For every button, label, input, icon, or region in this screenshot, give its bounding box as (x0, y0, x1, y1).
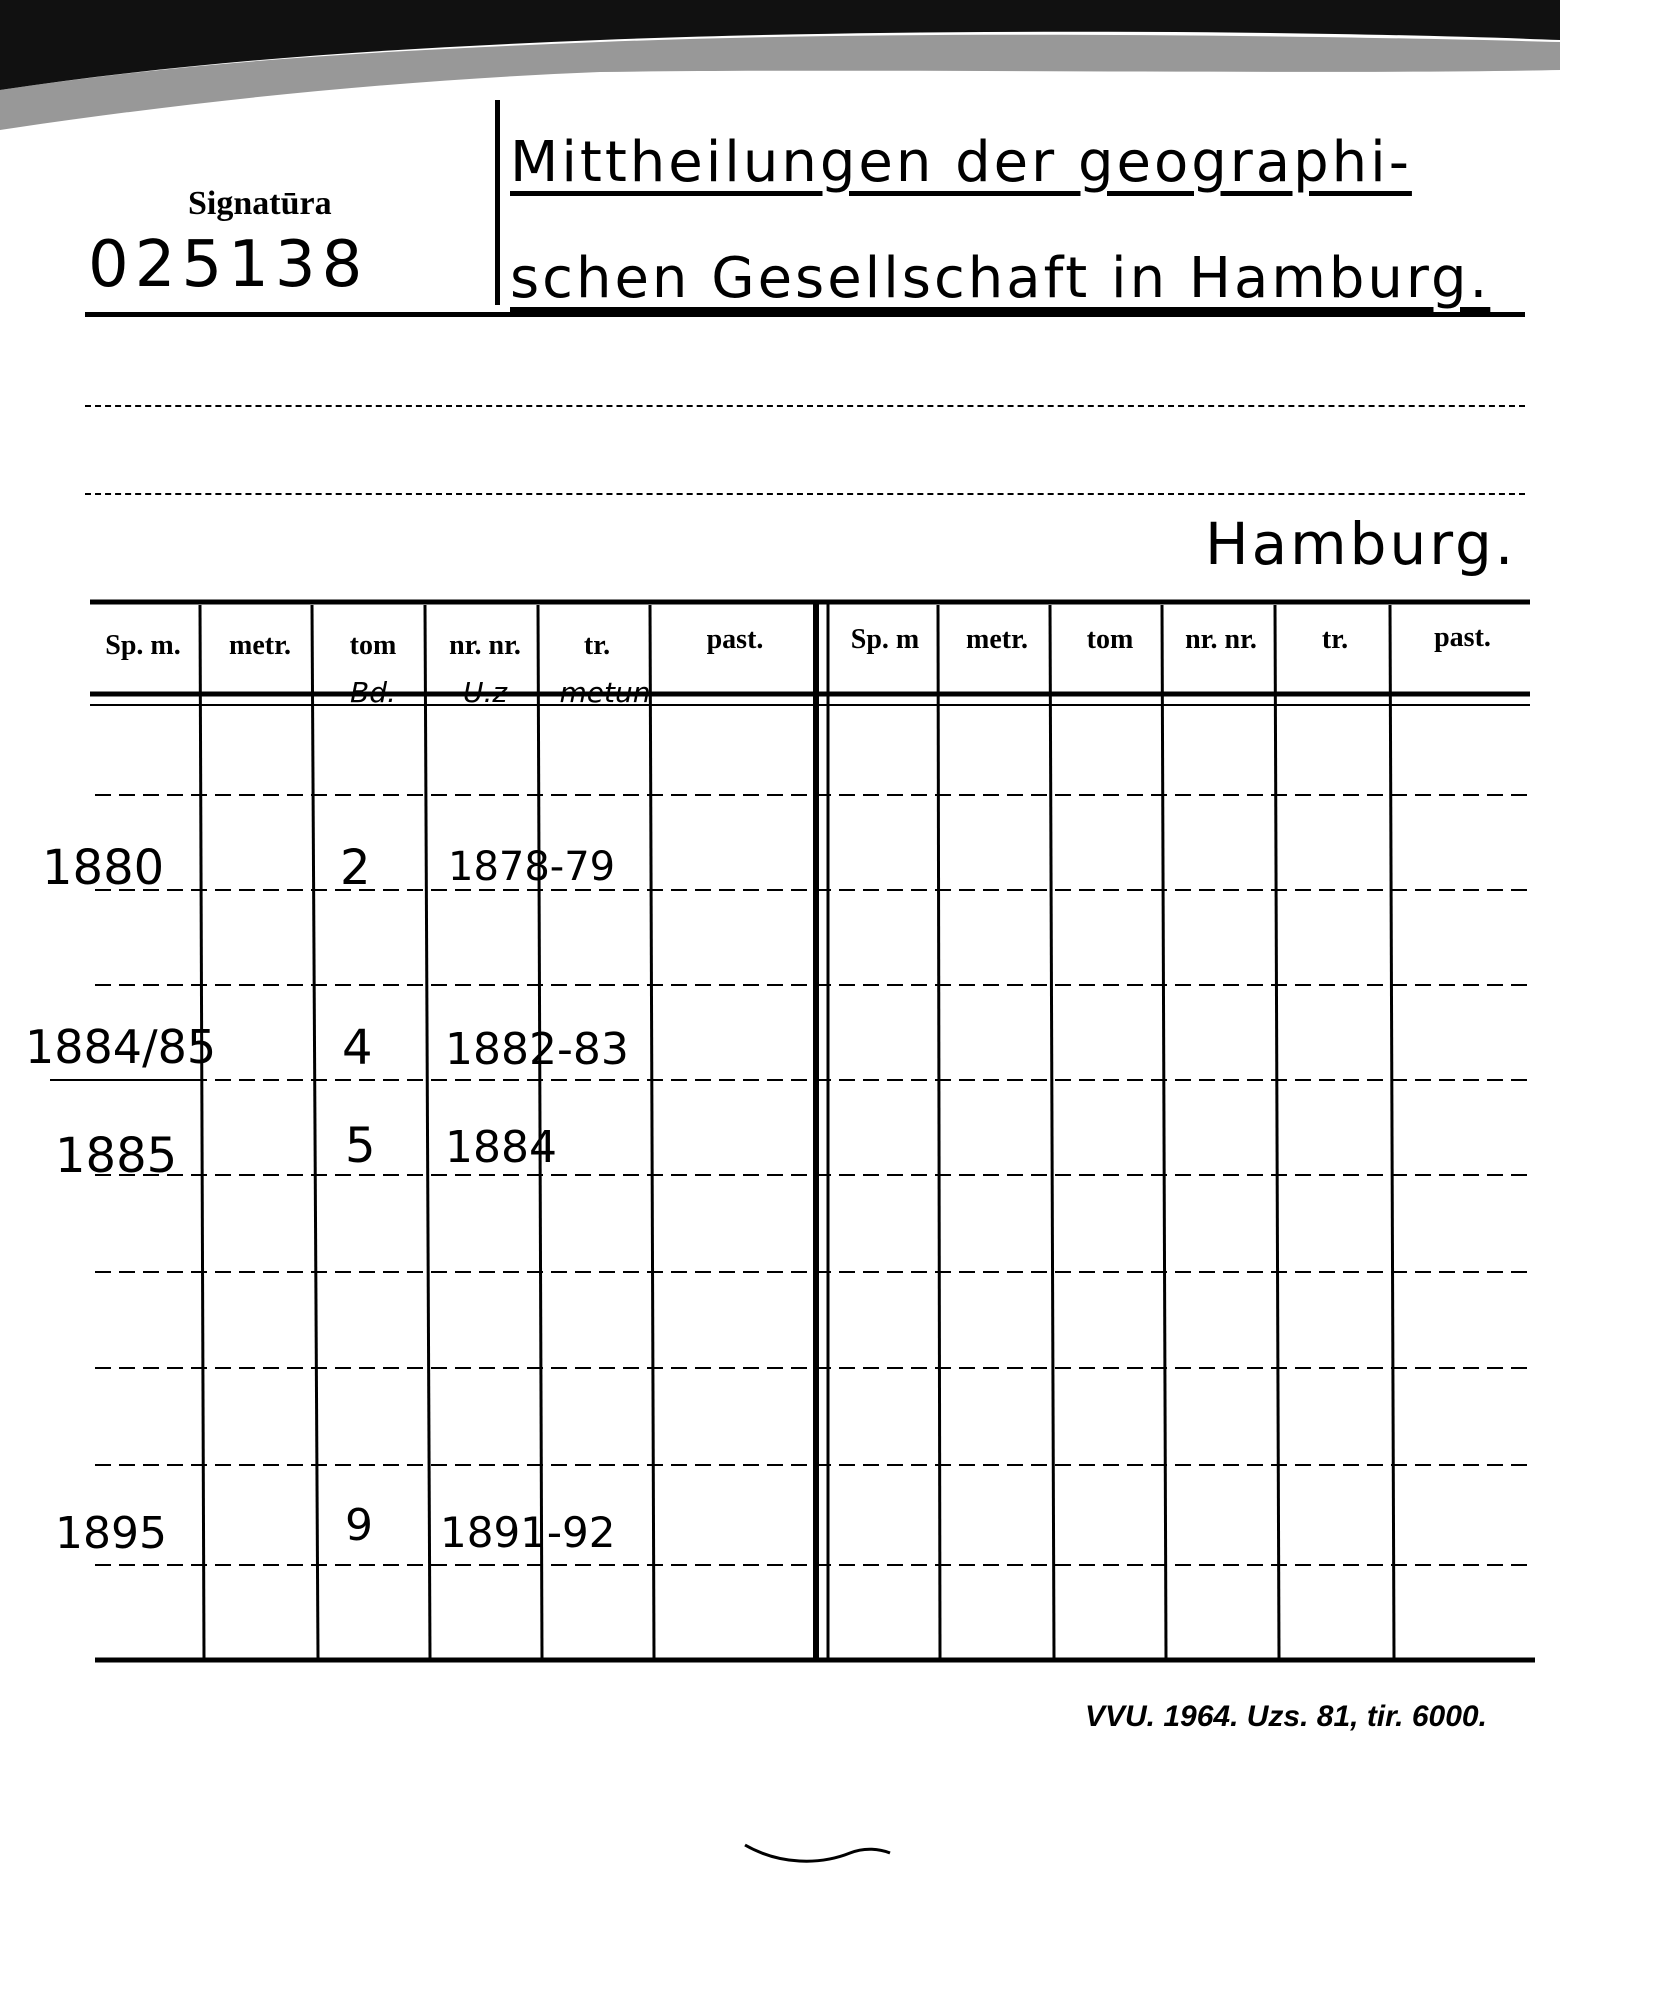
row-1885-year: 1885 (55, 1128, 178, 1184)
title-line-2: schen Gesellschaft in Hamburg. (510, 246, 1491, 311)
row-1885-nr: 1884 (445, 1122, 557, 1173)
header-right-tr: tr. (1321, 624, 1349, 655)
place-text: Hamburg. (1205, 510, 1517, 578)
subheader-tr: metun (559, 676, 651, 709)
subheader-nr: U.z (462, 676, 508, 709)
header-right-sp-m: Sp. m (850, 624, 920, 655)
ink-mark (740, 1835, 900, 1875)
header-right-nr-nr: nr. nr. (1185, 624, 1257, 655)
header-left-tr: tr. (583, 630, 611, 661)
header-right-past: past. (1434, 622, 1491, 653)
header-right-metr: metr. (966, 624, 1028, 655)
printer-imprint: VVU. 1964. Uzs. 81, tir. 6000. (1085, 1700, 1487, 1733)
row-1880-tom: 2 (340, 840, 371, 896)
subheader-tom: Bd. (350, 676, 396, 709)
header-left-sp-m: Sp. m. (105, 630, 181, 661)
row-1884-85-year: 1884/85 (25, 1020, 217, 1074)
row-1885-tom: 5 (345, 1118, 376, 1174)
header-left-past: past. (706, 624, 764, 655)
signature-number: 025138 (88, 228, 369, 302)
header-left-nr-nr: nr. nr. (449, 630, 521, 661)
header-right-tom: tom (1086, 624, 1134, 655)
header-left-tom: tom (349, 630, 397, 661)
signature-label: Signatūra (188, 185, 332, 222)
row-1895-year: 1895 (55, 1508, 167, 1559)
row-1880-nr: 1878-79 (448, 844, 616, 890)
header-left-metr: metr. (229, 630, 291, 661)
title-line-1: Mittheilungen der geographi- (510, 130, 1412, 195)
row-1880-year: 1880 (42, 840, 165, 896)
row-1895-tom: 9 (345, 1500, 373, 1551)
row-1884-85-tom: 4 (342, 1020, 373, 1076)
row-1884-85-nr: 1882-83 (445, 1024, 629, 1075)
row-1895-nr: 1891-92 (440, 1508, 616, 1557)
